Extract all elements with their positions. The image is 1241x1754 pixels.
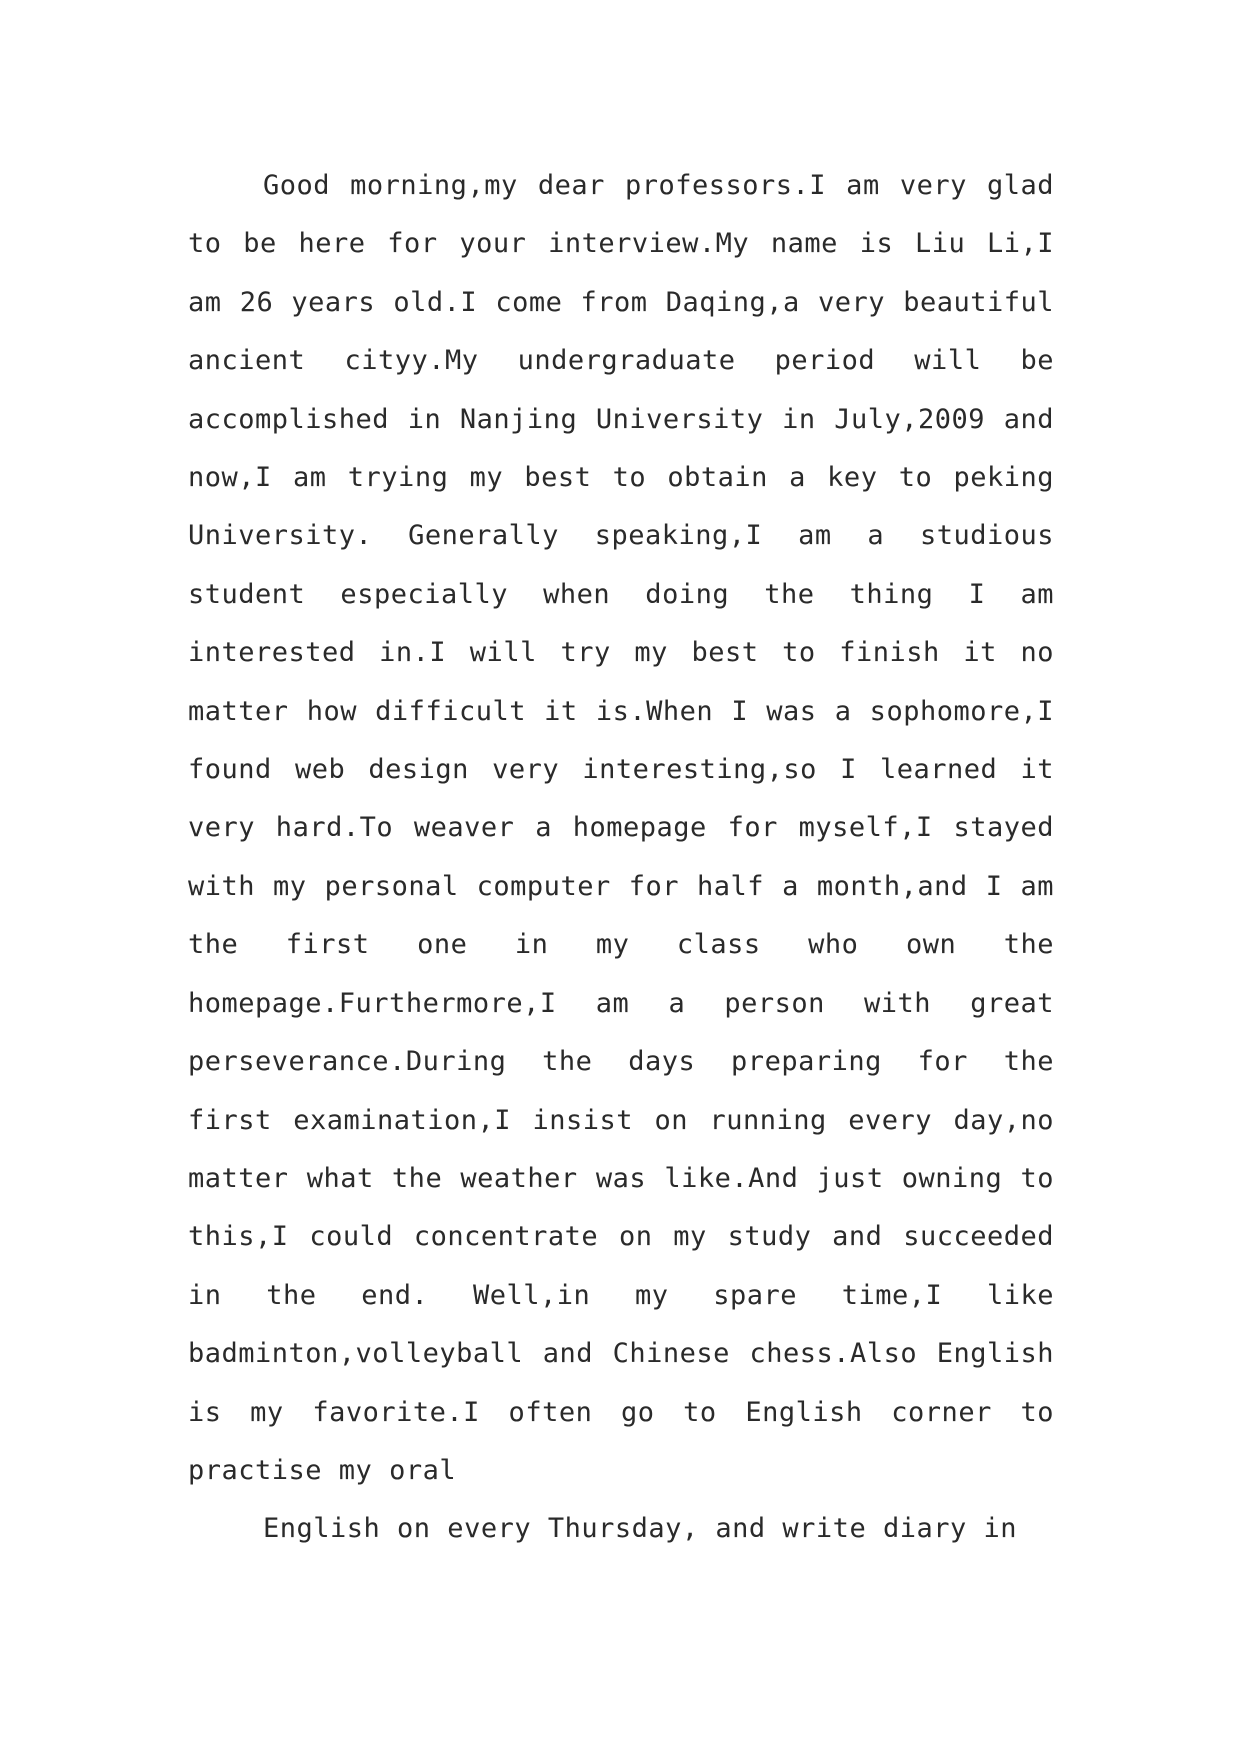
document-body (188, 157, 1054, 1559)
paragraph-1: Good morning,my dear professors.I am very glad to be here for your interview.My name is Liu Li,I am 26 years old.I come from Daqing,a very beautiful ancient cityy.My undergraduate period will be accomplished in Nanjing University in July,2009 and now,I am trying my best to obtain a key to peking University. Generally speaking,I am a studious student especially when doing the thing I am interested in.I will try my best to finish it no matter how difficult it is.When I was a sophomore,I found web design very interesting,so I learned it very hard.To weaver a homepage for myself,I stayed with my personal computer for half a month,and I am the first one in my class who own the homepage.Furthermore,I am a person with great perseverance.During the days preparing for the first examination,I insist on running every day,no matter what the weather was like.And just owning to this,I could concentrate on my study and succeeded in the end. Well,in my spare time,I like badminton,volleyball and Chinese chess.Also English is my favorite.I often go to English corner to practise my oral (188, 170, 1054, 1486)
paragraph-2: English on every Thursday, and write diary in (263, 1513, 1017, 1545)
